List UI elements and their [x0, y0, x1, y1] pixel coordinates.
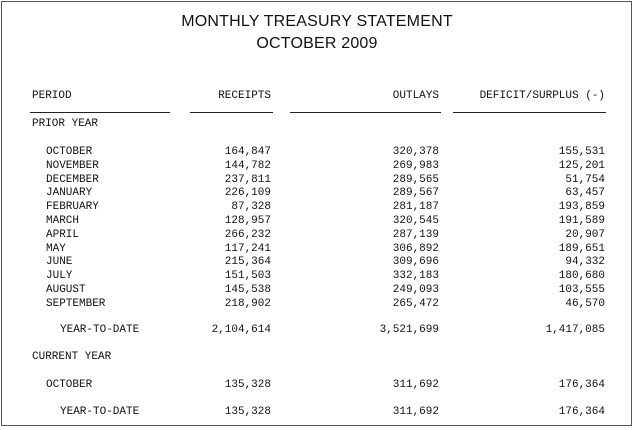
- row-outlays: 289,567: [392, 187, 439, 200]
- row-month: DECEMBER: [46, 173, 99, 186]
- row-month: MAY: [46, 242, 66, 255]
- prior-ytd-label: YEAR-TO-DATE: [60, 324, 140, 336]
- row-month: JANUARY: [46, 187, 93, 200]
- row-outlays: 265,472: [392, 297, 439, 310]
- row-receipts: 128,957: [224, 215, 271, 227]
- header-period: PERIOD: [32, 90, 72, 102]
- row-month: JULY: [46, 270, 73, 283]
- row-month: SEPTEMBER: [46, 297, 106, 310]
- row-receipts: 117,241: [224, 242, 271, 255]
- prior-ytd-outlays: 3,521,699: [379, 324, 439, 336]
- row-outlays: 289,565: [392, 173, 439, 186]
- row-outlays: 287,139: [392, 228, 439, 241]
- row-month: APRIL: [46, 228, 80, 241]
- row-month: JUNE: [46, 256, 73, 269]
- row-receipts: 215,364: [224, 256, 271, 269]
- row-deficit: 193,859: [558, 201, 605, 214]
- row-receipts: 164,847: [224, 146, 271, 158]
- current-ytd-receipts: 135,328: [224, 406, 271, 418]
- section-label-prior-year: PRIOR YEAR: [32, 118, 99, 130]
- row-receipts: 151,503: [224, 270, 271, 283]
- row-outlays: 320,545: [392, 215, 439, 227]
- header-outlays: OUTLAYS: [392, 90, 439, 102]
- prior-ytd-receipts: 2,104,614: [211, 324, 271, 336]
- row-deficit: 180,680: [558, 270, 605, 283]
- row-outlays: 311,692: [392, 379, 439, 391]
- header-rule-period: [30, 112, 170, 113]
- row-deficit: 94,332: [565, 256, 605, 269]
- row-deficit: 125,201: [558, 159, 605, 172]
- statement-title: MONTHLY TREASURY STATEMENT: [181, 13, 453, 30]
- row-deficit: 20,907: [565, 228, 605, 241]
- row-month: NOVEMBER: [46, 159, 99, 172]
- header-receipts: RECEIPTS: [218, 90, 271, 102]
- row-receipts: 218,902: [224, 297, 271, 310]
- row-receipts: 144,782: [224, 159, 271, 172]
- row-deficit: 51,754: [565, 173, 605, 186]
- current-ytd-deficit: 176,364: [558, 406, 605, 418]
- row-outlays: 269,983: [392, 159, 439, 172]
- header-rule-receipts: [190, 112, 273, 113]
- row-month: OCTOBER: [46, 379, 93, 391]
- statement-subtitle: OCTOBER 2009: [256, 35, 378, 52]
- header-rule-outlays: [290, 112, 441, 113]
- current-ytd-label: YEAR-TO-DATE: [60, 406, 140, 418]
- row-deficit: 189,651: [558, 242, 605, 255]
- row-month: MARCH: [46, 215, 80, 227]
- row-outlays: 249,093: [392, 284, 439, 296]
- row-outlays: 309,696: [392, 256, 439, 269]
- row-outlays: 306,892: [392, 242, 439, 255]
- row-outlays: 281,187: [392, 201, 439, 214]
- row-receipts: 87,328: [231, 201, 271, 214]
- row-receipts: 135,328: [224, 379, 271, 391]
- row-deficit: 63,457: [565, 187, 605, 200]
- row-receipts: 266,232: [224, 228, 271, 241]
- row-receipts: 145,538: [224, 284, 271, 296]
- row-receipts: 237,811: [224, 173, 271, 186]
- section-label-current-year: CURRENT YEAR: [32, 351, 112, 363]
- row-receipts: 226,109: [224, 187, 271, 200]
- row-outlays: 320,378: [392, 146, 439, 158]
- row-outlays: 332,183: [392, 270, 439, 283]
- row-month: AUGUST: [46, 284, 86, 296]
- row-month: OCTOBER: [46, 146, 93, 158]
- prior-ytd-deficit: 1,417,085: [545, 324, 605, 336]
- row-deficit: 155,531: [558, 146, 605, 158]
- row-month: FEBRUARY: [46, 201, 99, 214]
- row-deficit: 191,589: [558, 215, 605, 227]
- row-deficit: 103,555: [558, 284, 605, 296]
- row-deficit: 176,364: [558, 379, 605, 391]
- header-rule-deficit: [453, 112, 606, 113]
- current-ytd-outlays: 311,692: [392, 406, 439, 418]
- header-deficit: DEFICIT/SURPLUS (-): [479, 90, 605, 102]
- row-deficit: 46,570: [565, 297, 605, 310]
